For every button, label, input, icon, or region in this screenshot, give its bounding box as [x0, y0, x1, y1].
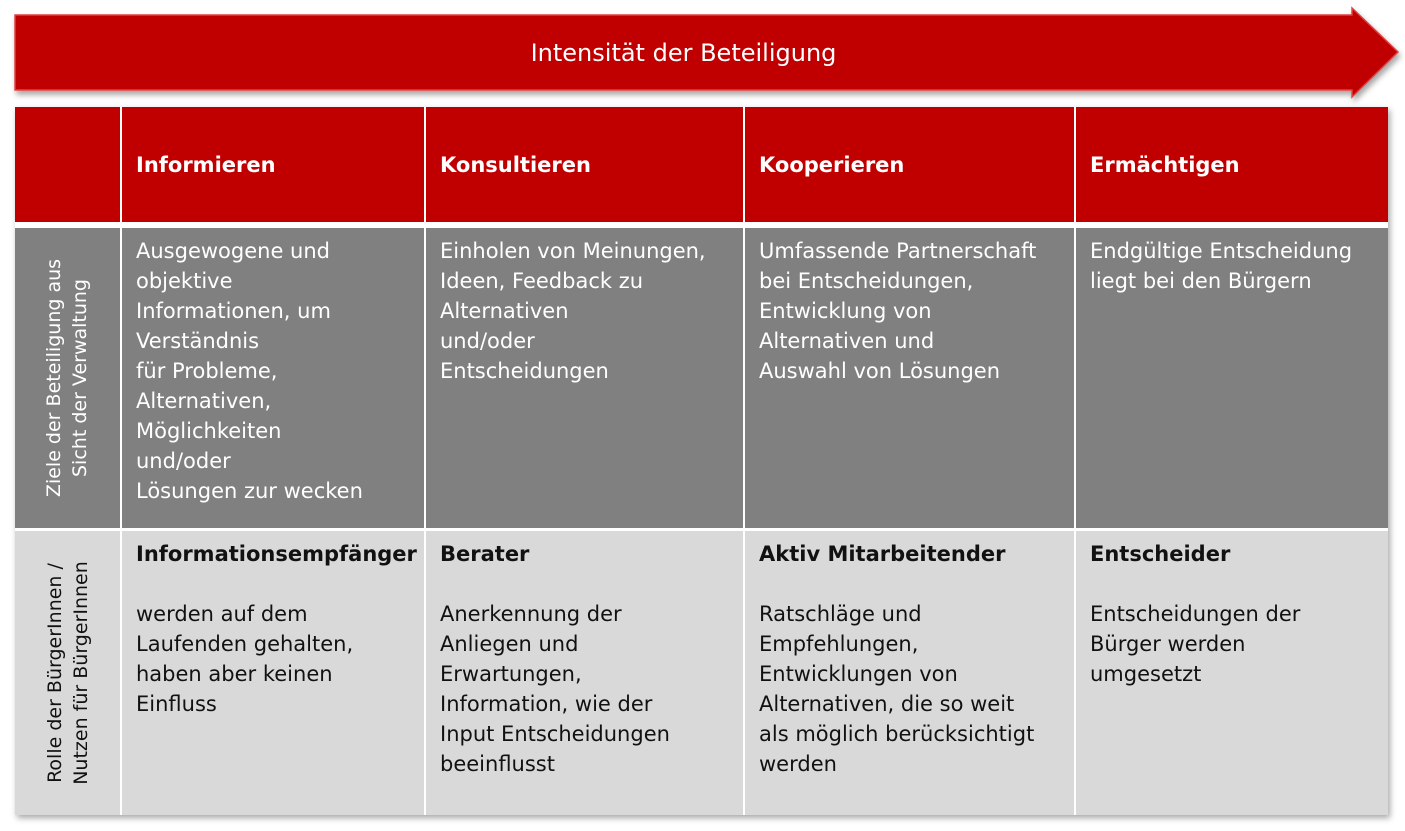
- goal-konsultieren: Einholen von Meinungen, Ideen, Feedback zu Alternativen und/oder Entscheidungen: [426, 228, 743, 528]
- goal-ermaechtigen: Endgültige Entscheidung liegt bei den Bürgern: [1076, 228, 1388, 528]
- header-corner: [15, 107, 120, 222]
- goal-informieren: Ausgewogene und objektive Informationen, um Verständnis für Probleme, Alternativen, Möglichkeiten und/oder Lösungen zur wecken: [122, 228, 424, 528]
- header-informieren: Informieren: [122, 107, 424, 222]
- role-informieren: [122, 531, 424, 815]
- role-text: Anerkennung der Anliegen und Erwartungen, Information, wie der Input Entscheidungen beeinflusst: [440, 602, 670, 776]
- role-title: Entscheider: [1090, 542, 1231, 566]
- row-label-goals: [15, 228, 120, 528]
- role-text: werden auf dem Laufenden gehalten, haben aber keinen Einfluss: [136, 602, 354, 716]
- row-label-goals-text: Ziele der Beteiligung aus Sicht der Verwaltung: [43, 258, 92, 498]
- row-label-role-text: Rolle der BürgerInnen / Nutzen für BürgerInnen: [43, 561, 92, 785]
- role-title: Informationsempfänger: [136, 542, 417, 566]
- participation-table: [15, 107, 1388, 815]
- role-text: Ratschläge und Empfehlungen, Entwicklungen von Alternativen, die so weit als möglich berücksichtigt werden: [759, 602, 1035, 776]
- row-label-role: [15, 531, 120, 815]
- role-ermaechtigen: [1076, 531, 1388, 815]
- header-konsultieren: Konsultieren: [426, 107, 743, 222]
- role-konsultieren: [426, 531, 743, 815]
- role-title: Aktiv Mitarbeitender: [759, 542, 1006, 566]
- goal-kooperieren: Umfassende Partnerschaft bei Entscheidungen, Entwicklung von Alternativen und Auswahl von Lösungen: [745, 228, 1074, 528]
- header-ermaechtigen: Ermächtigen: [1076, 107, 1388, 222]
- arrow-title: Intensität der Beteiligung: [530, 38, 837, 67]
- role-title: Berater: [440, 542, 530, 566]
- role-text: Entscheidungen der Bürger werden umgesetzt: [1090, 602, 1301, 686]
- role-kooperieren: [745, 531, 1074, 815]
- header-kooperieren: Kooperieren: [745, 107, 1074, 222]
